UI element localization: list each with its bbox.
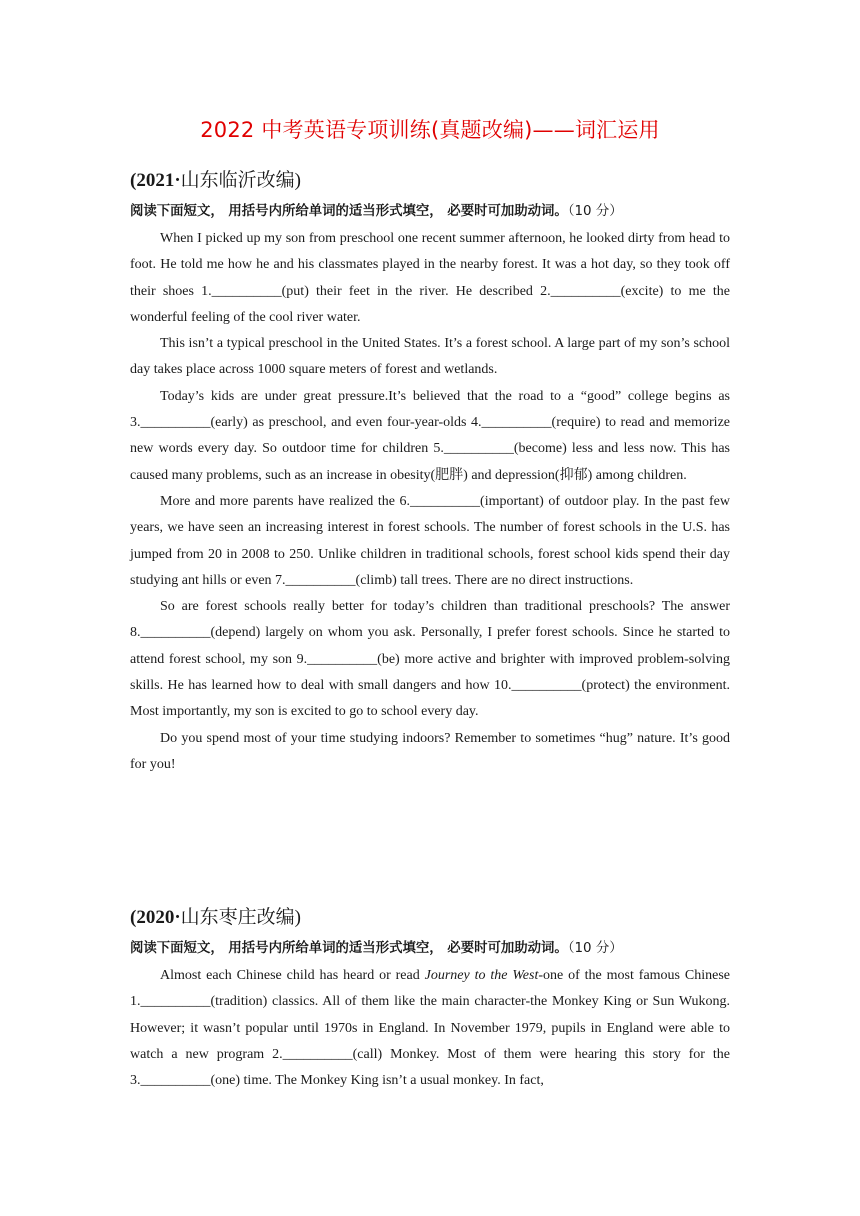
paragraph xyxy=(130,963,730,1094)
paragraph: When I picked up my son from preschool one recent summer afternoon, he looked dirty from head to foot. He told me how he and his classmates played in the nearby forest. It was a hot day, so they took off their shoes 1.__________(put) their feet in the river. He described 2.__________(excite) to me the wonderful feeling of the cool river water. xyxy=(130,231,730,325)
score-label: （10 分） xyxy=(567,941,623,956)
instruction xyxy=(130,202,730,222)
document-title: 2022 中考英语专项训练(真题改编)——词汇运用 xyxy=(200,118,660,142)
section-2021 xyxy=(130,168,730,778)
score-label: （10 分） xyxy=(567,204,623,219)
section-year: (2020· xyxy=(130,907,181,928)
paragraph-text: -one of the most famous Chinese 1.__________(tradition) classics. All of them like the main character-the Monkey King or Sun Wukong. However; it wasn’t popular until 1970s in England. In November 1979, pupils in England were able to watch a new program 2.__________(call) Monkey. Most of them were hearing this story for the 3.__________(one) time. The Monkey King isn’t a usual monkey. In fact, xyxy=(130,968,731,1089)
paragraph: So are forest schools really better for today’s children than traditional preschools? The answer 8.__________(depend) largely on whom you ask. Personally, I prefer forest schools. Since he started to attend forest school, my son 9.__________(be) more active and brighter with improved problem-solving skills. He has learned how to deal with small dangers and how 10.__________(protect) the environment. Most importantly, my son is excited to go to school every day. xyxy=(130,599,730,720)
paragraph: This isn’t a typical preschool in the United States. It’s a forest school. A large part of my son’s school day takes place across 1000 square meters of forest and wetlands. xyxy=(130,336,730,378)
instruction-text: 阅读下面短文， 用括号内所给单词的适当形式填空， 必要时可加助动词。 xyxy=(130,941,568,956)
section-heading xyxy=(130,168,730,194)
paragraph-text: Almost each Chinese child has heard or read xyxy=(160,968,425,983)
instruction-text: 阅读下面短文， 用括号内所给单词的适当形式填空， 必要时可加助动词。 xyxy=(130,204,568,219)
paragraph: Today’s kids are under great pressure.It’s believed that the road to a “good” college begins as 3.__________(early) as preschool, and even four-year-olds 4.__________(require) to read and memorize new words every day. So outdoor time for children 5.__________(become) less and less now. This has caused many problems, such as an increase in obesity(肥胖) and depression(抑郁) among children. xyxy=(130,388,730,483)
section-source: 山东枣庄改编) xyxy=(180,907,301,928)
section-source: 山东临沂改编) xyxy=(180,170,301,191)
section-2020 xyxy=(130,905,730,1094)
section-heading xyxy=(130,905,730,931)
book-title: Journey to the West xyxy=(424,968,539,983)
section-year: (2021· xyxy=(130,170,181,191)
paragraph: More and more parents have realized the 6.__________(important) of outdoor play. In the past few years, we have seen an increasing interest in forest schools. The number of forest schools in the U.S. has jumped from 20 in 2008 to 250. Unlike children in traditional schools, forest school kids spend their day studying ant hills or even 7.__________(climb) tall trees. There are no direct instructions. xyxy=(130,493,730,588)
paragraph: Do you spend most of your time studying indoors? Remember to sometimes “hug” nature. It’s good for you! xyxy=(130,730,730,772)
instruction xyxy=(130,939,730,959)
